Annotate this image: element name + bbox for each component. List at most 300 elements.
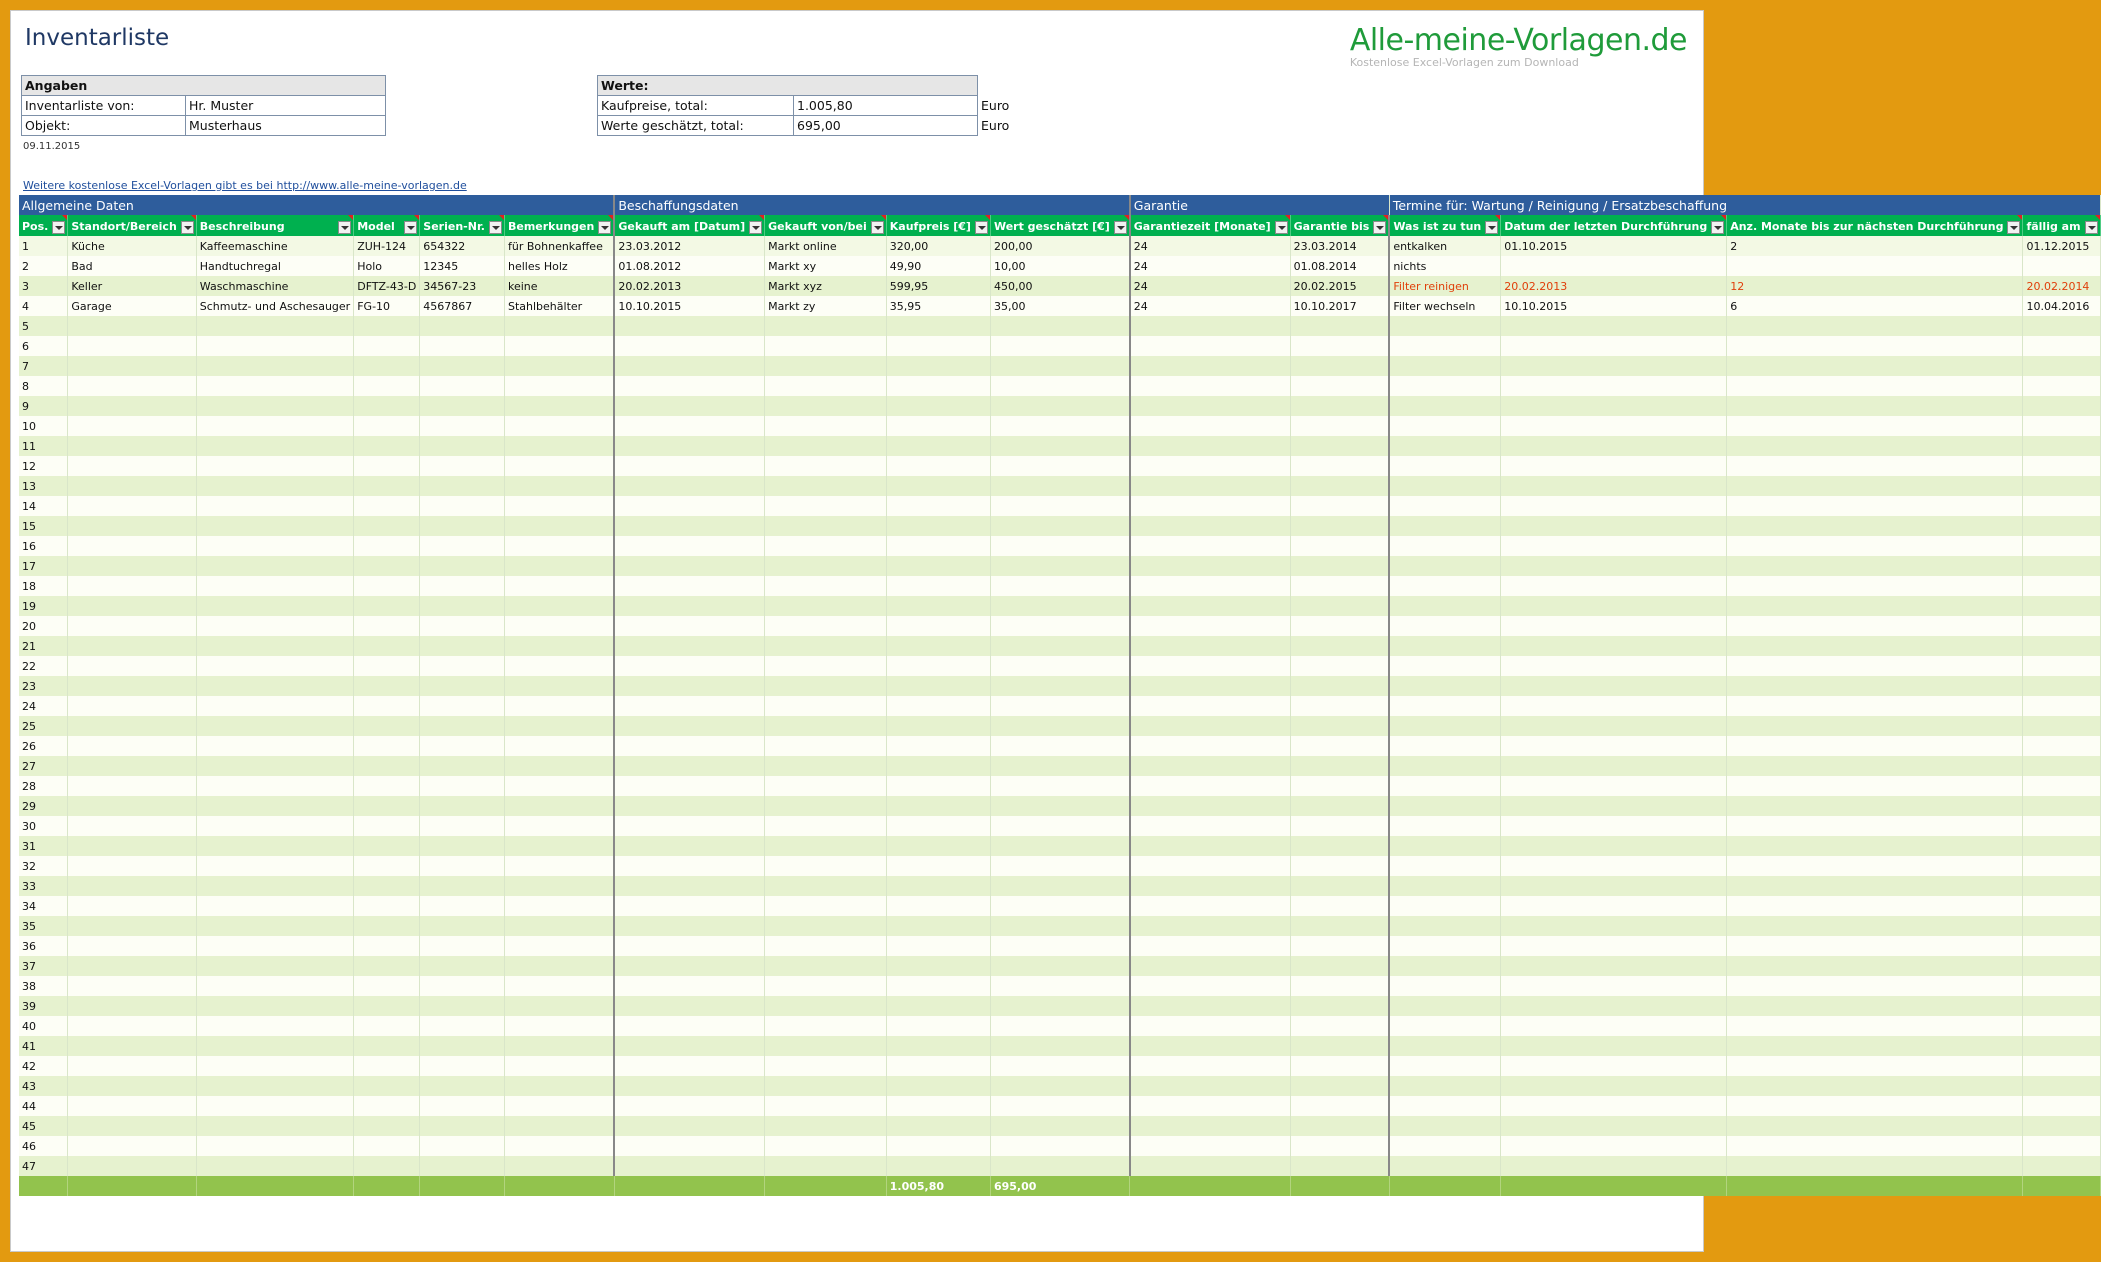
- table-cell[interactable]: [1130, 596, 1290, 616]
- table-cell[interactable]: [1389, 1056, 1500, 1076]
- table-cell[interactable]: [1501, 976, 1727, 996]
- table-cell[interactable]: [1290, 976, 1389, 996]
- table-cell[interactable]: [614, 916, 764, 936]
- table-cell[interactable]: [765, 896, 887, 916]
- table-cell[interactable]: entkalken: [1389, 236, 1500, 256]
- table-cell[interactable]: [1290, 796, 1389, 816]
- table-cell[interactable]: [354, 896, 420, 916]
- table-cell[interactable]: 01.08.2012: [614, 256, 764, 276]
- table-cell[interactable]: Waschmaschine: [196, 276, 353, 296]
- table-cell[interactable]: [765, 476, 887, 496]
- table-cell[interactable]: [1130, 816, 1290, 836]
- table-cell[interactable]: [2023, 876, 2100, 896]
- table-cell[interactable]: [1130, 1116, 1290, 1136]
- table-cell[interactable]: [1501, 256, 1727, 276]
- table-cell[interactable]: [1501, 536, 1727, 556]
- table-cell[interactable]: [1290, 696, 1389, 716]
- table-cell[interactable]: [1130, 1036, 1290, 1056]
- table-cell[interactable]: [990, 396, 1129, 416]
- table-cell[interactable]: [614, 736, 764, 756]
- table-cell[interactable]: 34567-23: [420, 276, 505, 296]
- table-cell[interactable]: [1501, 316, 1727, 336]
- table-cell[interactable]: [504, 1156, 614, 1176]
- table-cell[interactable]: [2023, 1016, 2100, 1036]
- table-cell[interactable]: [886, 456, 990, 476]
- table-cell[interactable]: [1290, 416, 1389, 436]
- table-cell[interactable]: [1389, 1076, 1500, 1096]
- table-cell[interactable]: [420, 696, 505, 716]
- table-cell[interactable]: [504, 1116, 614, 1136]
- table-cell[interactable]: 35: [19, 916, 68, 936]
- table-cell[interactable]: [614, 356, 764, 376]
- table-cell[interactable]: [886, 436, 990, 456]
- table-cell[interactable]: [1727, 436, 2023, 456]
- table-cell[interactable]: [2023, 1056, 2100, 1076]
- table-cell[interactable]: [886, 416, 990, 436]
- table-cell[interactable]: 37: [19, 956, 68, 976]
- filter-dropdown-icon[interactable]: [1114, 221, 1127, 234]
- table-cell[interactable]: [1727, 776, 2023, 796]
- table-cell[interactable]: [886, 556, 990, 576]
- table-cell[interactable]: [765, 1116, 887, 1136]
- table-cell[interactable]: [196, 956, 353, 976]
- table-cell[interactable]: [1727, 656, 2023, 676]
- table-cell[interactable]: [1290, 656, 1389, 676]
- table-cell[interactable]: helles Holz: [504, 256, 614, 276]
- table-cell[interactable]: [614, 1096, 764, 1116]
- table-cell[interactable]: [990, 496, 1129, 516]
- table-cell[interactable]: 654322: [420, 236, 505, 256]
- table-cell[interactable]: [1501, 1016, 1727, 1036]
- table-cell[interactable]: [886, 476, 990, 496]
- table-cell[interactable]: [354, 1036, 420, 1056]
- table-cell[interactable]: [886, 496, 990, 516]
- table-cell[interactable]: [2023, 416, 2100, 436]
- table-cell[interactable]: [1290, 956, 1389, 976]
- table-cell[interactable]: [765, 636, 887, 656]
- table-cell[interactable]: [765, 936, 887, 956]
- table-cell[interactable]: 21: [19, 636, 68, 656]
- table-cell[interactable]: [420, 676, 505, 696]
- table-cell[interactable]: [614, 1156, 764, 1176]
- table-cell[interactable]: [765, 776, 887, 796]
- table-cell[interactable]: [1389, 936, 1500, 956]
- table-cell[interactable]: [354, 456, 420, 476]
- table-cell[interactable]: [1389, 1096, 1500, 1116]
- table-cell[interactable]: [1501, 796, 1727, 816]
- table-cell[interactable]: [990, 996, 1129, 1016]
- table-cell[interactable]: [196, 996, 353, 1016]
- table-cell[interactable]: [1130, 1076, 1290, 1096]
- table-cell[interactable]: FG-10: [354, 296, 420, 316]
- table-cell[interactable]: [886, 616, 990, 636]
- table-cell[interactable]: [196, 796, 353, 816]
- table-cell[interactable]: [1501, 836, 1727, 856]
- table-cell[interactable]: 17: [19, 556, 68, 576]
- table-cell[interactable]: [1389, 856, 1500, 876]
- table-cell[interactable]: [420, 876, 505, 896]
- table-cell[interactable]: [1727, 756, 2023, 776]
- table-cell[interactable]: Filter reinigen: [1389, 276, 1500, 296]
- table-cell[interactable]: [2023, 636, 2100, 656]
- filter-dropdown-icon[interactable]: [1485, 221, 1498, 234]
- table-cell[interactable]: [1389, 636, 1500, 656]
- table-cell[interactable]: [1501, 956, 1727, 976]
- table-cell[interactable]: [354, 956, 420, 976]
- table-cell[interactable]: [354, 1136, 420, 1156]
- table-cell[interactable]: [68, 576, 196, 596]
- table-cell[interactable]: [1501, 736, 1727, 756]
- table-cell[interactable]: [1389, 496, 1500, 516]
- table-cell[interactable]: 23.03.2014: [1290, 236, 1389, 256]
- table-cell[interactable]: [1130, 876, 1290, 896]
- table-cell[interactable]: 42: [19, 1056, 68, 1076]
- table-cell[interactable]: [765, 716, 887, 736]
- table-cell[interactable]: [765, 416, 887, 436]
- table-cell[interactable]: [354, 556, 420, 576]
- table-cell[interactable]: [1501, 996, 1727, 1016]
- table-cell[interactable]: [614, 576, 764, 596]
- table-cell[interactable]: [614, 556, 764, 576]
- table-cell[interactable]: [504, 736, 614, 756]
- table-cell[interactable]: [765, 736, 887, 756]
- table-cell[interactable]: [1501, 356, 1727, 376]
- table-cell[interactable]: [420, 796, 505, 816]
- table-cell[interactable]: [886, 356, 990, 376]
- table-cell[interactable]: [1130, 1016, 1290, 1036]
- table-cell[interactable]: [1727, 376, 2023, 396]
- table-cell[interactable]: [68, 896, 196, 916]
- table-cell[interactable]: [1290, 716, 1389, 736]
- table-cell[interactable]: 8: [19, 376, 68, 396]
- table-cell[interactable]: [765, 796, 887, 816]
- table-cell[interactable]: [886, 636, 990, 656]
- table-cell[interactable]: [990, 596, 1129, 616]
- table-cell[interactable]: [354, 756, 420, 776]
- table-cell[interactable]: [1130, 856, 1290, 876]
- table-cell[interactable]: [1727, 836, 2023, 856]
- table-cell[interactable]: [1501, 496, 1727, 516]
- table-cell[interactable]: [990, 356, 1129, 376]
- table-cell[interactable]: 2: [19, 256, 68, 276]
- table-cell[interactable]: 22: [19, 656, 68, 676]
- table-cell[interactable]: [68, 436, 196, 456]
- table-cell[interactable]: [420, 916, 505, 936]
- table-cell[interactable]: [68, 996, 196, 1016]
- table-cell[interactable]: [196, 1096, 353, 1116]
- table-cell[interactable]: [2023, 756, 2100, 776]
- table-cell[interactable]: [1501, 616, 1727, 636]
- table-cell[interactable]: [2023, 256, 2100, 276]
- table-cell[interactable]: [765, 956, 887, 976]
- table-cell[interactable]: [1389, 396, 1500, 416]
- table-cell[interactable]: [1130, 616, 1290, 636]
- table-cell[interactable]: [196, 936, 353, 956]
- table-cell[interactable]: 40: [19, 1016, 68, 1036]
- table-cell[interactable]: [886, 776, 990, 796]
- table-cell[interactable]: [420, 316, 505, 336]
- table-cell[interactable]: [1727, 416, 2023, 436]
- table-cell[interactable]: [354, 516, 420, 536]
- table-cell[interactable]: Markt xy: [765, 256, 887, 276]
- table-cell[interactable]: [614, 376, 764, 396]
- table-cell[interactable]: [990, 816, 1129, 836]
- filter-dropdown-icon[interactable]: [871, 221, 884, 234]
- table-cell[interactable]: 9: [19, 396, 68, 416]
- table-cell[interactable]: [1501, 396, 1727, 416]
- table-cell[interactable]: [1501, 596, 1727, 616]
- table-cell[interactable]: [68, 316, 196, 336]
- table-cell[interactable]: [504, 976, 614, 996]
- table-cell[interactable]: [196, 396, 353, 416]
- table-cell[interactable]: [1290, 496, 1389, 516]
- table-cell[interactable]: [68, 536, 196, 556]
- table-cell[interactable]: [68, 656, 196, 676]
- table-cell[interactable]: Markt xyz: [765, 276, 887, 296]
- table-cell[interactable]: [1501, 916, 1727, 936]
- table-cell[interactable]: [1130, 456, 1290, 476]
- table-cell[interactable]: [1727, 596, 2023, 616]
- table-cell[interactable]: [354, 976, 420, 996]
- table-cell[interactable]: [354, 496, 420, 516]
- table-cell[interactable]: [354, 316, 420, 336]
- table-cell[interactable]: [1501, 896, 1727, 916]
- table-cell[interactable]: [2023, 836, 2100, 856]
- table-cell[interactable]: [504, 616, 614, 636]
- table-cell[interactable]: [504, 436, 614, 456]
- table-cell[interactable]: [1727, 736, 2023, 756]
- table-cell[interactable]: [68, 396, 196, 416]
- filter-dropdown-icon[interactable]: [181, 221, 194, 234]
- table-cell[interactable]: [504, 576, 614, 596]
- table-cell[interactable]: [354, 436, 420, 456]
- table-cell[interactable]: [420, 1156, 505, 1176]
- table-cell[interactable]: [614, 456, 764, 476]
- table-cell[interactable]: [1389, 1116, 1500, 1136]
- table-cell[interactable]: [614, 516, 764, 536]
- table-cell[interactable]: 46: [19, 1136, 68, 1156]
- table-cell[interactable]: [196, 316, 353, 336]
- table-cell[interactable]: [1727, 316, 2023, 336]
- table-cell[interactable]: [990, 836, 1129, 856]
- table-cell[interactable]: [990, 856, 1129, 876]
- table-cell[interactable]: [504, 1016, 614, 1036]
- table-cell[interactable]: [1130, 996, 1290, 1016]
- table-cell[interactable]: [1389, 336, 1500, 356]
- table-cell[interactable]: [990, 936, 1129, 956]
- table-cell[interactable]: [614, 476, 764, 496]
- table-cell[interactable]: [504, 756, 614, 776]
- table-cell[interactable]: [354, 1116, 420, 1136]
- table-cell[interactable]: [504, 916, 614, 936]
- table-cell[interactable]: [354, 336, 420, 356]
- table-cell[interactable]: [196, 616, 353, 636]
- table-cell[interactable]: [614, 836, 764, 856]
- filter-dropdown-icon[interactable]: [404, 221, 417, 234]
- table-cell[interactable]: [1130, 916, 1290, 936]
- table-cell[interactable]: [196, 1156, 353, 1176]
- table-cell[interactable]: [196, 536, 353, 556]
- table-cell[interactable]: [1501, 476, 1727, 496]
- table-cell[interactable]: [1727, 1136, 2023, 1156]
- table-cell[interactable]: Markt zy: [765, 296, 887, 316]
- table-cell[interactable]: [68, 736, 196, 756]
- table-cell[interactable]: [420, 996, 505, 1016]
- table-cell[interactable]: [2023, 656, 2100, 676]
- table-cell[interactable]: [886, 1136, 990, 1156]
- table-cell[interactable]: [1290, 736, 1389, 756]
- table-cell[interactable]: [614, 676, 764, 696]
- filter-dropdown-icon[interactable]: [1275, 221, 1288, 234]
- table-cell[interactable]: [886, 976, 990, 996]
- table-cell[interactable]: ZUH-124: [354, 236, 420, 256]
- table-cell[interactable]: [1130, 896, 1290, 916]
- table-cell[interactable]: [1501, 876, 1727, 896]
- table-cell[interactable]: [886, 736, 990, 756]
- table-cell[interactable]: 4: [19, 296, 68, 316]
- table-cell[interactable]: [1290, 836, 1389, 856]
- table-cell[interactable]: [68, 836, 196, 856]
- table-cell[interactable]: [354, 1076, 420, 1096]
- table-cell[interactable]: [1389, 1036, 1500, 1056]
- table-cell[interactable]: [1501, 436, 1727, 456]
- table-cell[interactable]: 20: [19, 616, 68, 636]
- filter-dropdown-icon[interactable]: [2085, 221, 2098, 234]
- table-cell[interactable]: [2023, 1116, 2100, 1136]
- table-cell[interactable]: 39: [19, 996, 68, 1016]
- table-cell[interactable]: [420, 556, 505, 576]
- table-cell[interactable]: [1389, 736, 1500, 756]
- table-cell[interactable]: [990, 316, 1129, 336]
- table-cell[interactable]: [2023, 676, 2100, 696]
- table-cell[interactable]: [196, 696, 353, 716]
- table-cell[interactable]: [765, 316, 887, 336]
- table-cell[interactable]: [2023, 336, 2100, 356]
- table-cell[interactable]: [614, 936, 764, 956]
- table-cell[interactable]: [1290, 936, 1389, 956]
- table-cell[interactable]: 13: [19, 476, 68, 496]
- table-cell[interactable]: 01.10.2015: [1501, 236, 1727, 256]
- table-cell[interactable]: [196, 436, 353, 456]
- table-cell[interactable]: [68, 776, 196, 796]
- table-cell[interactable]: [990, 1136, 1129, 1156]
- table-cell[interactable]: [614, 776, 764, 796]
- table-cell[interactable]: [1290, 476, 1389, 496]
- table-cell[interactable]: [765, 536, 887, 556]
- table-cell[interactable]: [1130, 536, 1290, 556]
- table-cell[interactable]: [420, 956, 505, 976]
- table-cell[interactable]: [990, 736, 1129, 756]
- table-cell[interactable]: [1501, 1076, 1727, 1096]
- table-cell[interactable]: [354, 536, 420, 556]
- table-cell[interactable]: 18: [19, 576, 68, 596]
- table-cell[interactable]: [614, 896, 764, 916]
- table-cell[interactable]: [420, 1136, 505, 1156]
- table-cell[interactable]: 10: [19, 416, 68, 436]
- table-cell[interactable]: [614, 876, 764, 896]
- table-cell[interactable]: [1130, 796, 1290, 816]
- table-cell[interactable]: [196, 816, 353, 836]
- filter-dropdown-icon[interactable]: [1711, 221, 1724, 234]
- table-cell[interactable]: [2023, 936, 2100, 956]
- table-cell[interactable]: [2023, 916, 2100, 936]
- table-cell[interactable]: [2023, 496, 2100, 516]
- table-cell[interactable]: 27: [19, 756, 68, 776]
- table-cell[interactable]: [886, 996, 990, 1016]
- table-cell[interactable]: [765, 996, 887, 1016]
- table-cell[interactable]: [354, 596, 420, 616]
- table-cell[interactable]: [68, 1056, 196, 1076]
- table-cell[interactable]: 15: [19, 516, 68, 536]
- table-cell[interactable]: [68, 1096, 196, 1116]
- table-cell[interactable]: [886, 876, 990, 896]
- table-cell[interactable]: für Bohnenkaffee: [504, 236, 614, 256]
- table-cell[interactable]: 20.02.2014: [2023, 276, 2100, 296]
- table-cell[interactable]: [354, 476, 420, 496]
- table-cell[interactable]: [196, 856, 353, 876]
- table-cell[interactable]: [1389, 1156, 1500, 1176]
- table-cell[interactable]: 6: [19, 336, 68, 356]
- table-cell[interactable]: 10.04.2016: [2023, 296, 2100, 316]
- table-cell[interactable]: [504, 876, 614, 896]
- table-cell[interactable]: [990, 416, 1129, 436]
- table-cell[interactable]: [68, 556, 196, 576]
- table-cell[interactable]: [354, 1016, 420, 1036]
- table-cell[interactable]: 29: [19, 796, 68, 816]
- table-cell[interactable]: [1130, 376, 1290, 396]
- table-cell[interactable]: [196, 1076, 353, 1096]
- table-cell[interactable]: [886, 316, 990, 336]
- table-cell[interactable]: [614, 956, 764, 976]
- table-cell[interactable]: [1130, 736, 1290, 756]
- table-cell[interactable]: 19: [19, 596, 68, 616]
- table-cell[interactable]: [2023, 616, 2100, 636]
- table-cell[interactable]: [1130, 396, 1290, 416]
- table-cell[interactable]: [1389, 1016, 1500, 1036]
- table-cell[interactable]: [1501, 376, 1727, 396]
- table-cell[interactable]: [1727, 1056, 2023, 1076]
- table-cell[interactable]: [886, 1016, 990, 1036]
- table-cell[interactable]: [990, 656, 1129, 676]
- table-cell[interactable]: [886, 536, 990, 556]
- table-cell[interactable]: [504, 536, 614, 556]
- table-cell[interactable]: [420, 756, 505, 776]
- table-cell[interactable]: [1727, 856, 2023, 876]
- table-cell[interactable]: [886, 596, 990, 616]
- table-cell[interactable]: [614, 416, 764, 436]
- table-cell[interactable]: [886, 916, 990, 936]
- table-cell[interactable]: [1727, 936, 2023, 956]
- table-cell[interactable]: 34: [19, 896, 68, 916]
- table-cell[interactable]: [1389, 796, 1500, 816]
- table-cell[interactable]: [1501, 336, 1727, 356]
- table-cell[interactable]: [68, 496, 196, 516]
- table-cell[interactable]: 12: [1727, 276, 2023, 296]
- table-cell[interactable]: [1290, 456, 1389, 476]
- table-cell[interactable]: [354, 996, 420, 1016]
- table-cell[interactable]: [420, 536, 505, 556]
- table-cell[interactable]: [990, 576, 1129, 596]
- table-cell[interactable]: [1727, 716, 2023, 736]
- table-cell[interactable]: [420, 376, 505, 396]
- table-cell[interactable]: [990, 796, 1129, 816]
- table-cell[interactable]: [420, 656, 505, 676]
- table-cell[interactable]: [68, 936, 196, 956]
- table-cell[interactable]: [1727, 876, 2023, 896]
- table-cell[interactable]: [354, 836, 420, 856]
- table-cell[interactable]: [1389, 816, 1500, 836]
- table-cell[interactable]: 320,00: [886, 236, 990, 256]
